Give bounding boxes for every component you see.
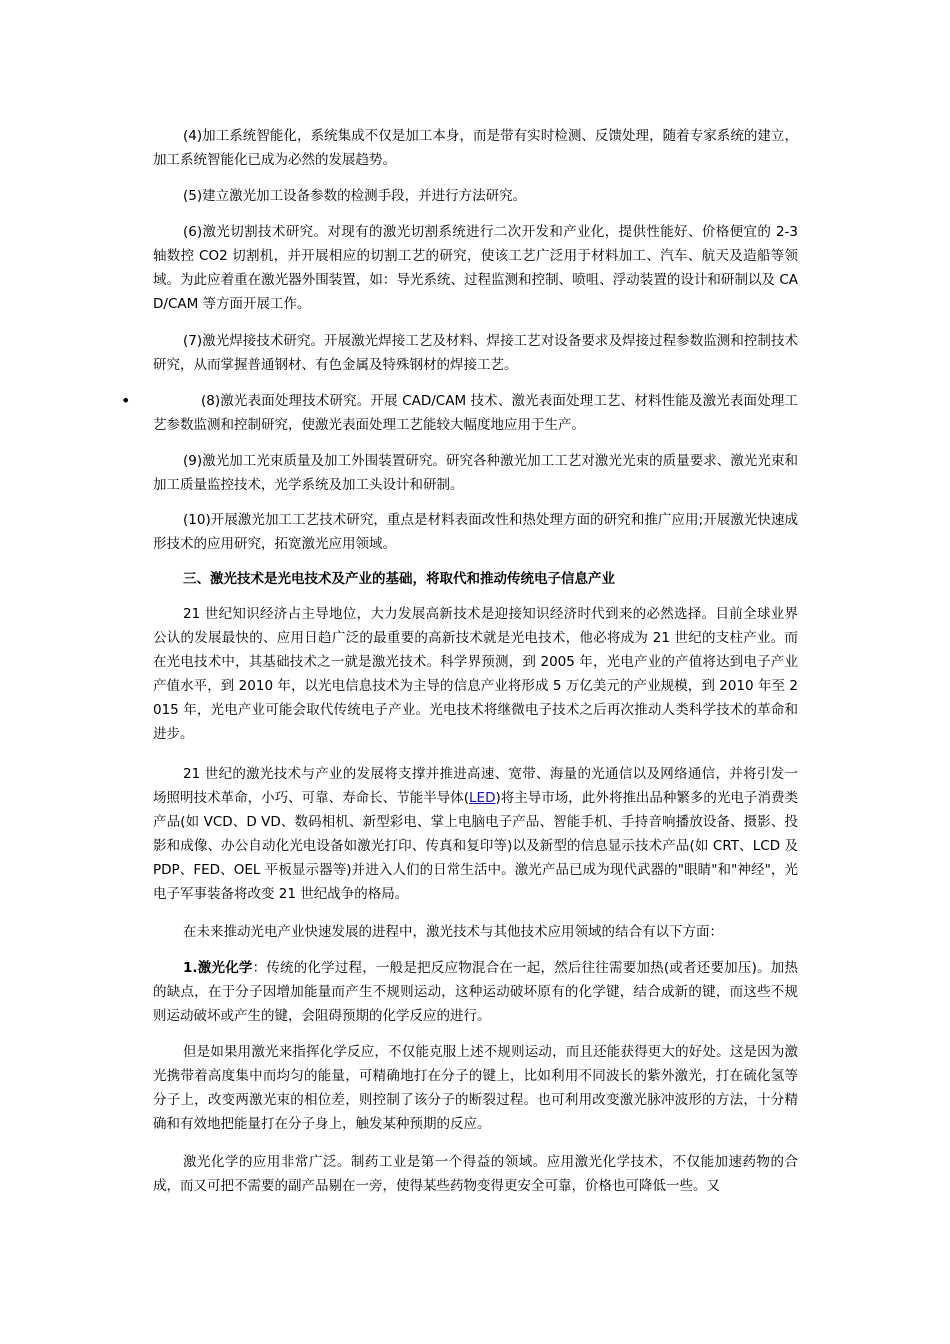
paragraph-item-6 xyxy=(153,220,798,316)
paragraph-text-before-link: 21 世纪的激光技术与产业的发展将支撑并推进高速、宽带、海量的光通信以及网络通信，并将引发一场照明技术革命，小巧、可靠、寿命长、节能半导体( xyxy=(153,766,798,806)
paragraph-text: (5)建立激光加工设备参数的检测手段，并进行方法研究。 xyxy=(183,188,527,204)
section-heading-3 xyxy=(153,567,798,591)
paragraph-text: (8)激光表面处理技术研究。开展 CAD/CAM 技术、激光表面处理工艺、材料性能及激光表面处理工艺参数监测和控制研究，使激光表面处理工艺能较大幅度地应用于生产。 xyxy=(153,393,798,433)
paragraph-item-5 xyxy=(153,184,798,208)
paragraph-laser-chemistry-1 xyxy=(153,956,798,1028)
laser-chemistry-title: 1.激光化学 xyxy=(183,960,253,976)
paragraph-text: (9)激光加工光束质量及加工外围装置研究。研究各种激光加工工艺对激光光束的质量要求、激光光束和加工质量监控技术，光学系统及加工头设计和研制。 xyxy=(153,453,798,493)
paragraph-item-8 xyxy=(153,389,798,437)
paragraph-text: (7)激光焊接技术研究。开展激光焊接工艺及材料、焊接工艺对设备要求及焊接过程参数监测和控制技术研究，从而掌握普通钢材、有色金属及特殊钢材的焊接工艺。 xyxy=(153,333,798,373)
paragraph-laser-chemistry-3 xyxy=(153,1150,798,1198)
paragraph-item-9 xyxy=(153,449,798,497)
paragraph-text: 21 世纪知识经济占主导地位，大力发展高新技术是迎接知识经济时代到来的必然选择。目前全球业界公认的发展最快的、应用日趋广泛的最重要的高新技术就是光电技术，他必将成为 21 世纪的支柱产业。而在光电技术中，其基础技术之一就是激光技术。科学界预测，到 2005 年，光电产业的产值将达到电子产业产值水平，到 2010 年，以光电信息技术为主导的信息产业将形成 5 万亿美元的产业规模，到 2010 年至 2015 年，光电产业可能会取代传统电子产业。光电技术将继微电子技术之后再次推动人类科学技术的革命和进步。 xyxy=(153,606,798,742)
led-link[interactable]: LED xyxy=(469,790,496,806)
paragraph-21st-century xyxy=(153,602,798,746)
heading-text: 三、激光技术是光电技术及产业的基础，将取代和推动传统电子信息产业 xyxy=(183,571,615,587)
paragraph-text: (6)激光切割技术研究。对现有的激光切割系统进行二次开发和产业化，提供性能好、价格便宜的 2-3 轴数控 CO2 切割机，并开展相应的切割工艺的研究，使该工艺广泛用于材料加工、汽车、航天及造船等领域。为此应着重在激光器外围装置，如：导光系统、过程监测和控制、喷咀、浮动装置的设计和研制以及 CAD/CAM 等方面开展工作。 xyxy=(153,224,798,312)
paragraph-text: 但是如果用激光来指挥化学反应，不仅能克服上述不规则运动，而且还能获得更大的好处。这是因为激光携带着高度集中而均匀的能量，可精确地打在分子的键上，比如利用不同波长的紫外激光，打在硫化氢等分子上，改变两激光束的相位差，则控制了该分子的断裂过程。也可利用改变激光脉冲波形的方法，十分精确和有效地把能量打在分子身上，触发某种预期的反应。 xyxy=(153,1044,798,1132)
paragraph-text: (4)加工系统智能化，系统集成不仅是加工本身，而是带有实时检测、反馈处理，随着专家系统的建立，加工系统智能化已成为必然的发展趋势。 xyxy=(153,128,798,168)
paragraph-text: 在未来推动光电产业快速发展的进程中，激光技术与其他技术应用领域的结合有以下方面： xyxy=(183,924,723,940)
list-bullet-icon: • xyxy=(121,391,131,410)
paragraph-text: 激光化学的应用非常广泛。制药工业是第一个得益的领域。应用激光化学技术，不仅能加速药物的合成，而又可把不需要的副产品剔在一旁，使得某些药物变得更安全可靠，价格也可降低一些。又 xyxy=(153,1154,798,1194)
paragraph-laser-industry xyxy=(153,762,798,906)
paragraph-text: (10)开展激光加工工艺技术研究，重点是材料表面改性和热处理方面的研究和推广应用;开展激光快速成形技术的应用研究，拓宽激光应用领域。 xyxy=(153,512,798,552)
paragraph-future xyxy=(153,920,798,944)
paragraph-item-7 xyxy=(153,329,798,377)
paragraph-item-4 xyxy=(153,124,798,172)
paragraph-text-after-link: )将主导市场，此外将推出品种繁多的光电子消费类产品(如 VCD、D VD、数码相机、新型彩电、掌上电脑电子产品、智能手机、手持音响播放设备、摄影、投影和成像、办公自动化光电设备如激光打印、传真和复印等)以及新型的信息显示技术产品(如 CRT、LCD 及 PDP、FED、OEL 平板显示器等)并进入人们的日常生活中。激光产品已成为现代武器的"眼睛"和"神经"，光电子军事装备将改变 21 世纪战争的格局。 xyxy=(153,790,798,902)
paragraph-item-10 xyxy=(153,508,798,556)
paragraph-laser-chemistry-2 xyxy=(153,1040,798,1136)
paragraph-text: ：传统的化学过程，一般是把反应物混合在一起，然后往往需要加热(或者还要加压)。加热的缺点，在于分子因增加能量而产生不规则运动，这种运动破坏原有的化学键，结合成新的键，而这些不规则运动破坏或产生的键，会阻碍预期的化学反应的进行。 xyxy=(153,960,798,1024)
